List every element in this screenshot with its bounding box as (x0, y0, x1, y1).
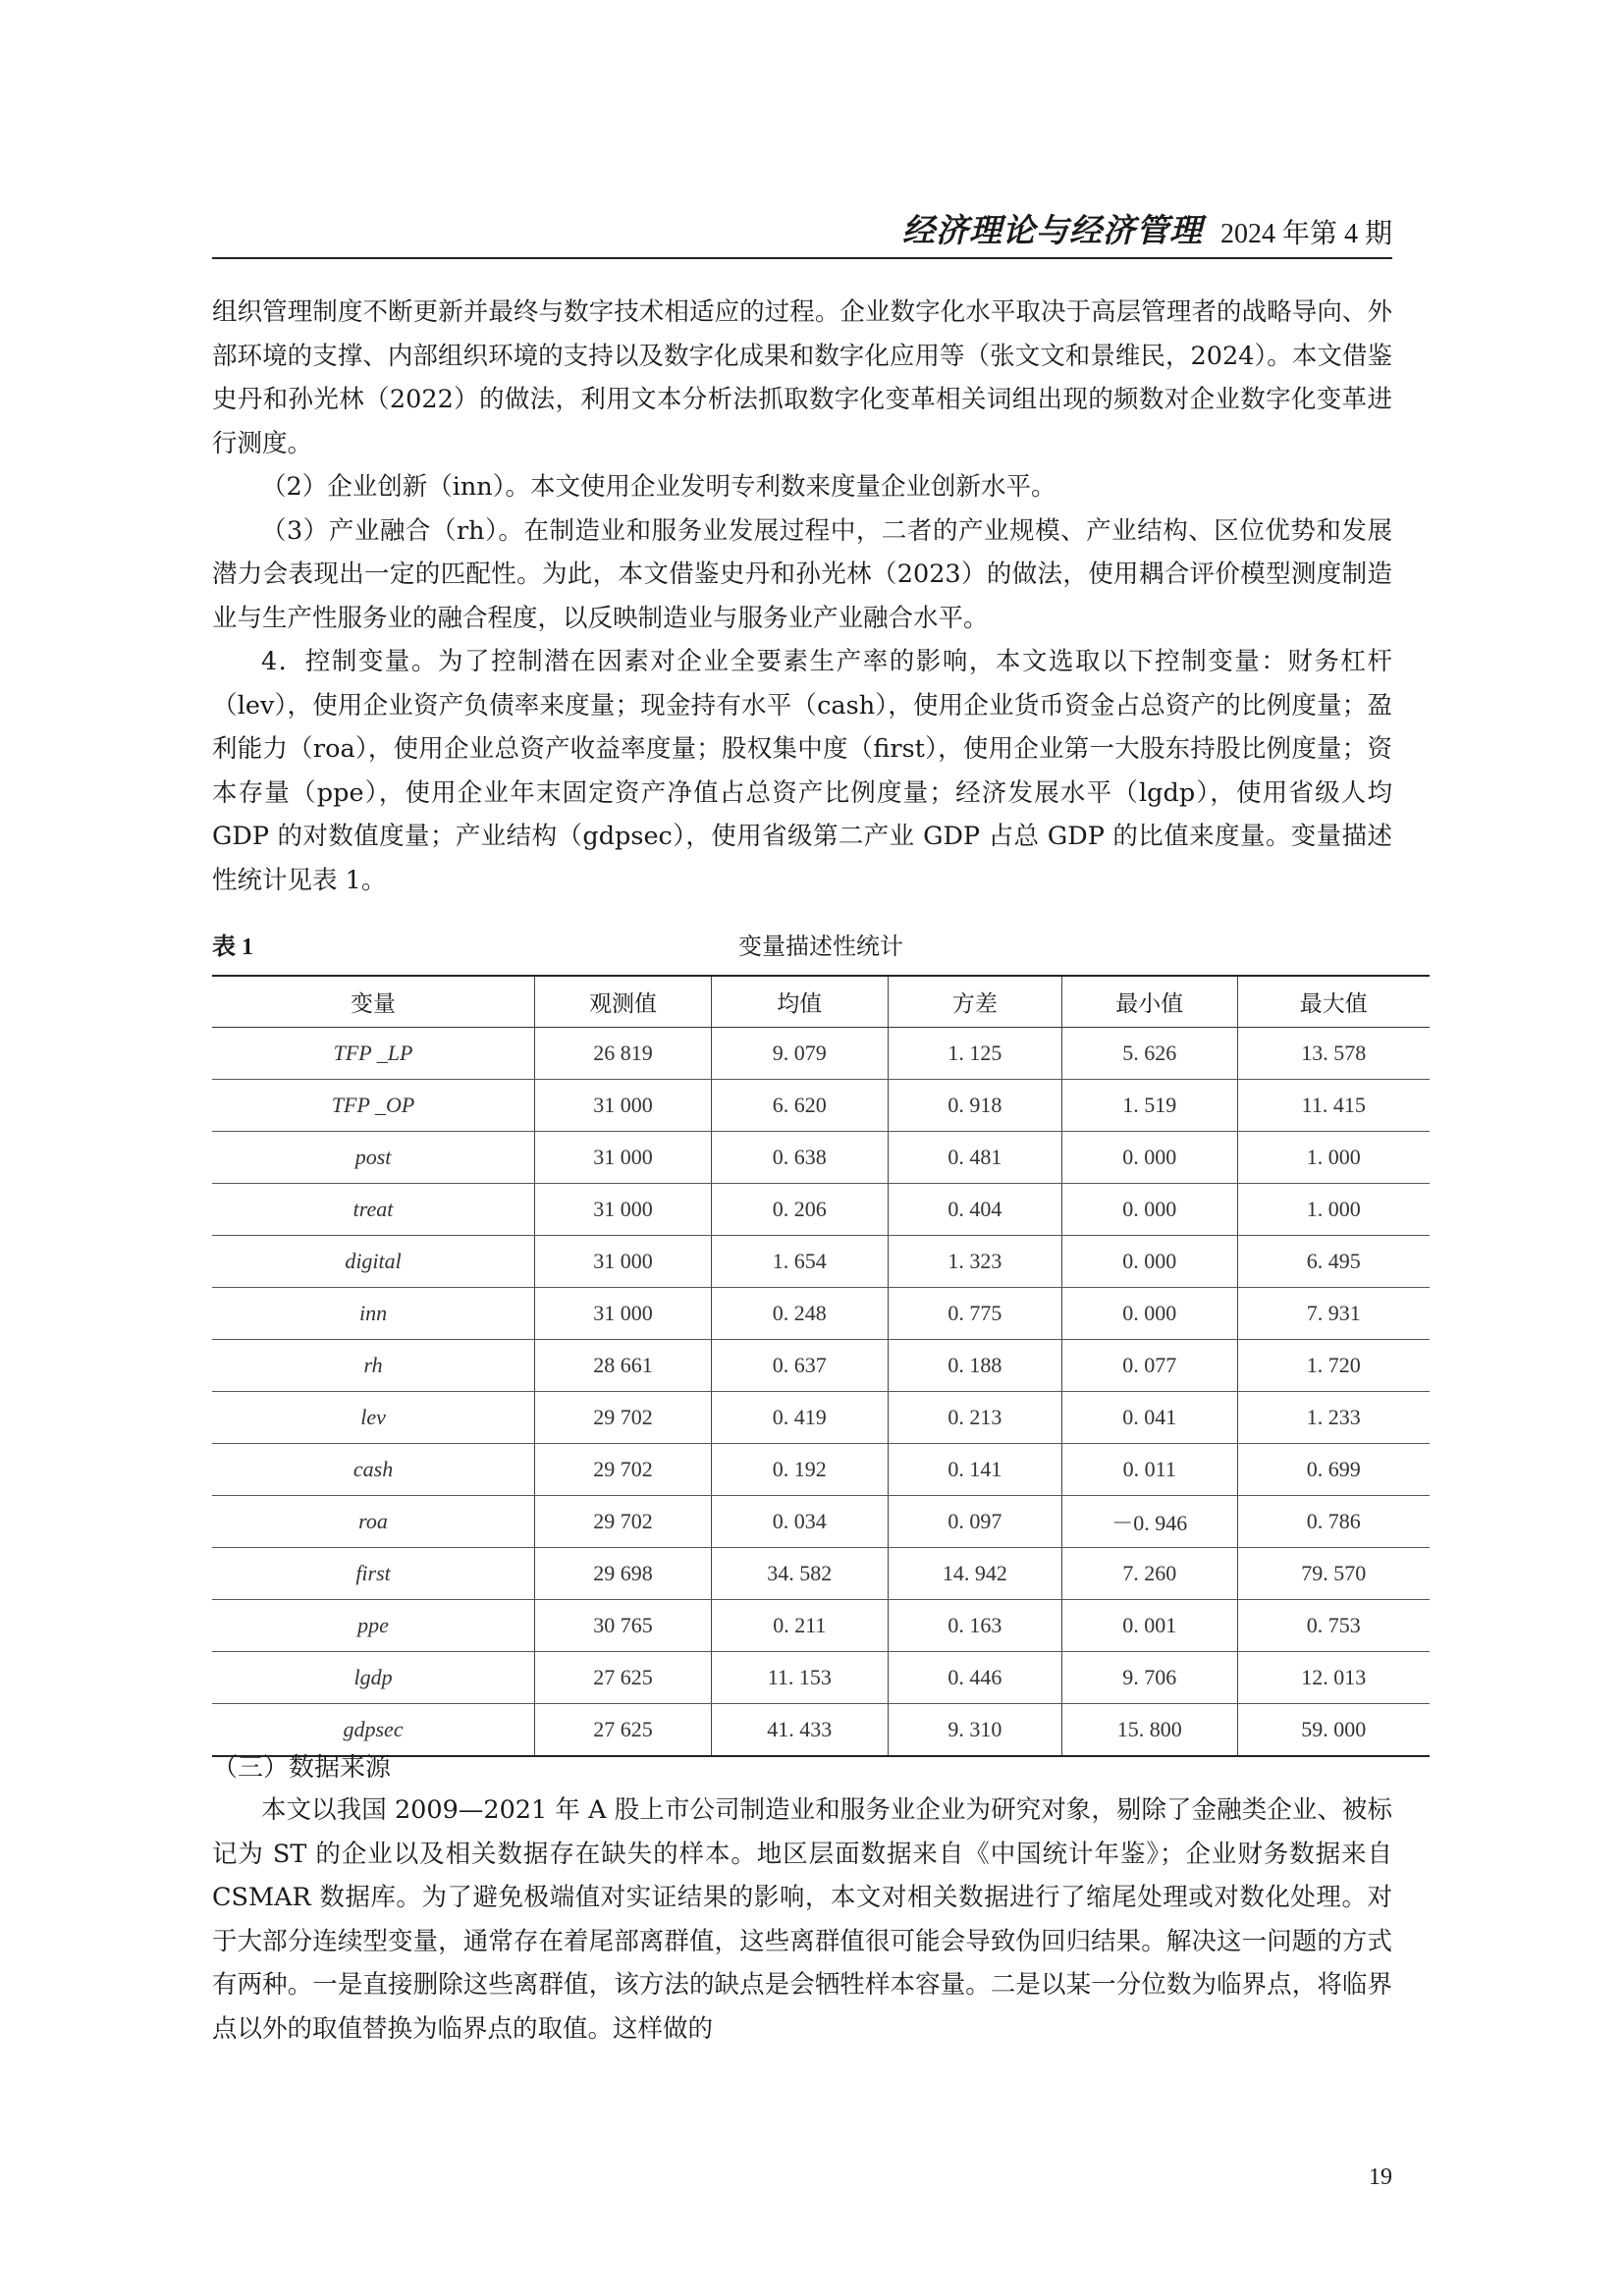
section-heading: （三）数据来源 (212, 1753, 392, 1783)
table-row (212, 1340, 1430, 1392)
variable-name-cell: cash (212, 1444, 535, 1496)
paragraph: 4．控制变量。为了控制潜在因素对企业全要素生产率的影响，本文选取以下控制变量：财务杠杆（lev），使用企业资产负债率来度量；现金持有水平（cash），使用企业货币资金占总资产的比例度量；盈利能力（roa），使用企业总资产收益率度量；股权集中度（first），使用企业第一大股东持股比例度量；资本存量（ppe），使用企业年末固定资产净值占总资产比例度量；经济发展水平（lgdp），使用省级人均 GDP 的对数值度量；产业结构（gdpsec），使用省级第二产业 GDP 占总 GDP 的比值来度量。变量描述性统计见表 1。 (212, 647, 1392, 895)
col-header: 方差 (888, 976, 1061, 1028)
value-cell: 1. 000 (1237, 1132, 1430, 1184)
value-cell: 34. 582 (711, 1548, 888, 1600)
table-row (212, 1080, 1430, 1132)
value-cell: 31 000 (535, 1132, 712, 1184)
paragraph: 组织管理制度不断更新并最终与数字技术相适应的过程。企业数字化水平取决于高层管理者的战略导向、外部环境的支撑、内部组织环境的支持以及数字化成果和数字化应用等（张文文和景维民，2024）。本文借鉴史丹和孙光林（2022）的做法，利用文本分析法抓取数字化变革相关词组出现的频数对企业数字化变革进行测度。 (212, 297, 1392, 458)
value-cell: 0. 211 (711, 1600, 888, 1652)
value-cell: 0. 419 (711, 1392, 888, 1444)
value-cell: 0. 141 (888, 1444, 1061, 1496)
table-row (212, 1652, 1430, 1704)
variable-name-cell: lgdp (212, 1652, 535, 1704)
value-cell: 0. 034 (711, 1496, 888, 1548)
table-row (212, 1496, 1430, 1548)
journal-issue: 2024 年第 4 期 (1219, 219, 1392, 249)
value-cell: 0. 041 (1062, 1392, 1238, 1444)
value-cell: 0. 206 (711, 1184, 888, 1236)
value-cell: 0. 188 (888, 1340, 1061, 1392)
paragraph: （3）产业融合（rh）。在制造业和服务业发展过程中，二者的产业规模、产业结构、区位优势和发展潜力会表现出一定的匹配性。为此，本文借鉴史丹和孙光林（2023）的做法，使用耦合评价模型测度制造业与生产性服务业的融合程度，以反映制造业与服务业产业融合水平。 (212, 515, 1392, 633)
value-cell: 26 819 (535, 1028, 712, 1080)
value-cell: 0. 637 (711, 1340, 888, 1392)
value-cell: 29 702 (535, 1444, 712, 1496)
value-cell: 0. 001 (1062, 1600, 1238, 1652)
descriptive-stats-table (212, 975, 1430, 1757)
value-cell: 15. 800 (1062, 1704, 1238, 1757)
value-cell: 29 702 (535, 1392, 712, 1444)
value-cell: 9. 310 (888, 1704, 1061, 1757)
value-cell: 41. 433 (711, 1704, 888, 1757)
value-cell: 0. 481 (888, 1132, 1061, 1184)
col-header: 最小值 (1062, 976, 1238, 1028)
table-title: 变量描述性统计 (738, 933, 903, 960)
value-cell: 11. 153 (711, 1652, 888, 1704)
variable-name-cell: post (212, 1132, 535, 1184)
page-number: 19 (1369, 2164, 1392, 2190)
value-cell: 1. 323 (888, 1236, 1061, 1288)
value-cell: 29 698 (535, 1548, 712, 1600)
value-cell: 0. 077 (1062, 1340, 1238, 1392)
value-cell: 1. 000 (1237, 1184, 1430, 1236)
table-label: 表 1 (212, 934, 253, 960)
table-row (212, 1184, 1430, 1236)
value-cell: 79. 570 (1237, 1548, 1430, 1600)
journal-title: 经济理论与经济管理 (901, 211, 1203, 249)
value-cell: 7. 931 (1237, 1288, 1430, 1340)
table-row (212, 1028, 1430, 1080)
variable-name-cell: ppe (212, 1600, 535, 1652)
value-cell: 0. 011 (1062, 1444, 1238, 1496)
value-cell: 6. 495 (1237, 1236, 1430, 1288)
value-cell: 14. 942 (888, 1548, 1061, 1600)
col-header: 最大值 (1237, 976, 1430, 1028)
value-cell: 27 625 (535, 1704, 712, 1757)
value-cell: 31 000 (535, 1184, 712, 1236)
value-cell: 27 625 (535, 1652, 712, 1704)
variable-name-cell: inn (212, 1288, 535, 1340)
value-cell: 31 000 (535, 1236, 712, 1288)
body-text-top (212, 291, 1392, 902)
variable-name-cell: lev (212, 1392, 535, 1444)
value-cell: 0. 248 (711, 1288, 888, 1340)
body-text-bottom (212, 1789, 1392, 2051)
value-cell: 1. 720 (1237, 1340, 1430, 1392)
value-cell: 6. 620 (711, 1080, 888, 1132)
variable-name-cell: treat (212, 1184, 535, 1236)
value-cell: 1. 654 (711, 1236, 888, 1288)
value-cell: 12. 013 (1237, 1652, 1430, 1704)
variable-name-cell: gdpsec (212, 1704, 535, 1757)
value-cell: 11. 415 (1237, 1080, 1430, 1132)
variable-name-cell: first (212, 1548, 535, 1600)
table-row (212, 1132, 1430, 1184)
col-header: 均值 (711, 976, 888, 1028)
paragraph: 本文以我国 2009—2021 年 A 股上市公司制造业和服务业企业为研究对象，剔除了金融类企业、被标记为 ST 的企业以及相关数据存在缺失的样本。地区层面数据来自《中国统计年鉴》；企业财务数据来自 CSMAR 数据库。为了避免极端值对实证结果的影响，本文对相关数据进行了缩尾处理或对数化处理。对于大部分连续型变量，通常存在着尾部离群值，这些离群值很可能会导致伪回归结果。解决这一问题的方式有两种。一是直接删除这些离群值，该方法的缺点是会牺牲样本容量。二是以某一分位数为临界点，将临界点以外的取值替换为临界点的取值。这样做的 (212, 1795, 1392, 2044)
variable-name-cell: TFP _OP (212, 1080, 535, 1132)
value-cell: 9. 079 (711, 1028, 888, 1080)
value-cell: 5. 626 (1062, 1028, 1238, 1080)
value-cell: 1. 125 (888, 1028, 1061, 1080)
value-cell: 0. 000 (1062, 1184, 1238, 1236)
table-row (212, 1600, 1430, 1652)
value-cell: 0. 213 (888, 1392, 1061, 1444)
value-cell: 0. 446 (888, 1652, 1061, 1704)
value-cell: 13. 578 (1237, 1028, 1430, 1080)
value-cell: 30 765 (535, 1600, 712, 1652)
col-header: 观测值 (535, 976, 712, 1028)
value-cell: 0. 192 (711, 1444, 888, 1496)
value-cell: 0. 000 (1062, 1132, 1238, 1184)
variable-name-cell: rh (212, 1340, 535, 1392)
value-cell: 0. 000 (1062, 1236, 1238, 1288)
table-row (212, 1548, 1430, 1600)
value-cell: 31 000 (535, 1288, 712, 1340)
value-cell: 59. 000 (1237, 1704, 1430, 1757)
value-cell: 0. 699 (1237, 1444, 1430, 1496)
table-caption (212, 927, 1430, 962)
value-cell: 0. 918 (888, 1080, 1061, 1132)
paragraph: （2）企业创新（inn）。本文使用企业发明专利数来度量企业创新水平。 (261, 472, 1056, 502)
table-row (212, 1236, 1430, 1288)
value-cell: 0. 097 (888, 1496, 1061, 1548)
table-row (212, 1704, 1430, 1757)
value-cell: 9. 706 (1062, 1652, 1238, 1704)
value-cell: 0. 638 (711, 1132, 888, 1184)
table-row (212, 1288, 1430, 1340)
page-header (212, 211, 1392, 259)
value-cell: 7. 260 (1062, 1548, 1238, 1600)
value-cell: 0. 786 (1237, 1496, 1430, 1548)
value-cell: －0. 946 (1062, 1496, 1238, 1548)
value-cell: 0. 163 (888, 1600, 1061, 1652)
variable-name-cell: roa (212, 1496, 535, 1548)
variable-name-cell: TFP _LP (212, 1028, 535, 1080)
value-cell: 0. 000 (1062, 1288, 1238, 1340)
value-cell: 1. 519 (1062, 1080, 1238, 1132)
value-cell: 0. 404 (888, 1184, 1061, 1236)
value-cell: 0. 753 (1237, 1600, 1430, 1652)
value-cell: 29 702 (535, 1496, 712, 1548)
table-header-row (212, 976, 1430, 1028)
value-cell: 28 661 (535, 1340, 712, 1392)
table-row (212, 1392, 1430, 1444)
value-cell: 1. 233 (1237, 1392, 1430, 1444)
variable-name-cell: digital (212, 1236, 535, 1288)
table-row (212, 1444, 1430, 1496)
value-cell: 0. 775 (888, 1288, 1061, 1340)
col-header: 变量 (212, 976, 535, 1028)
value-cell: 31 000 (535, 1080, 712, 1132)
